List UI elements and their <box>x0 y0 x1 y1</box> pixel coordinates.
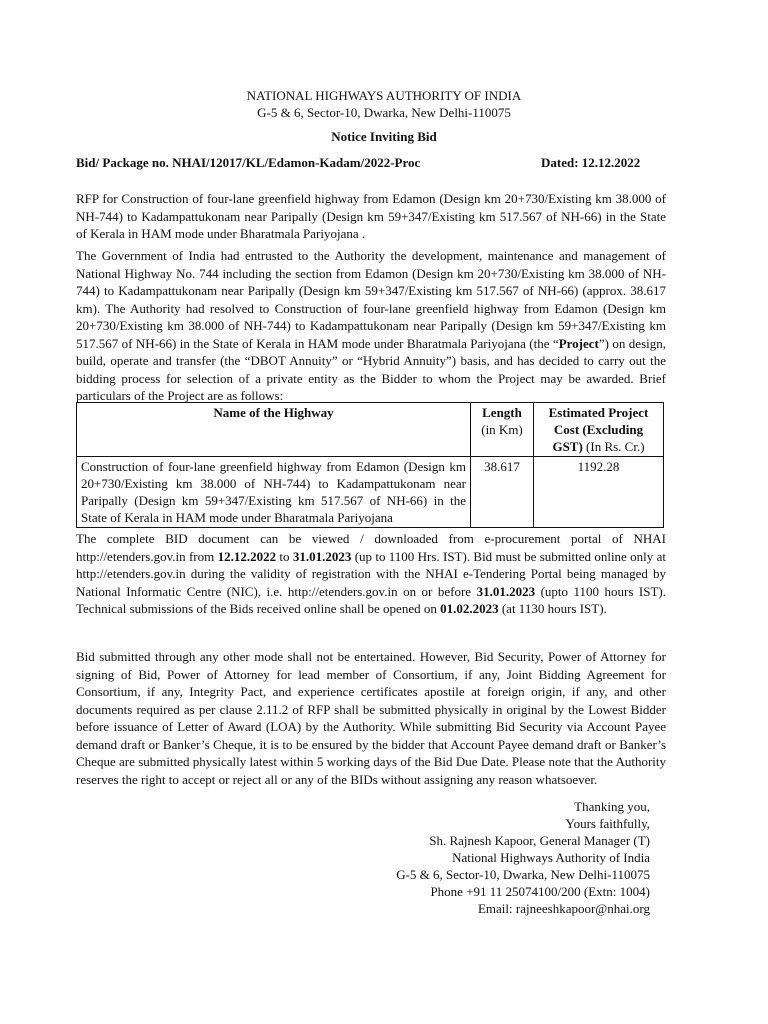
table-header-row <box>77 403 664 457</box>
org-address: G-5 & 6, Sector-10, Dwarka, New Delhi-110075 <box>257 105 511 120</box>
download-text-3: (up to 1100 Hrs. IST). Bid must be submitted online only at http://etenders.gov.in during the validity of registration with the NHAI e-Tendering Portal being managed by National Informatic Centre (NIC), i.e. http://etenders.gov.in on or before <box>76 548 666 599</box>
download-text-5: (at 1130 hours IST). <box>498 601 607 616</box>
notice-title: Notice Inviting Bid <box>331 129 437 144</box>
download-text-1: The complete BID document can be viewed / downloaded from e-procurement portal of NHAI http://etenders.gov.in from <box>76 531 666 564</box>
signature-thanks: Thanking you, <box>574 799 650 814</box>
rfp-paragraph: RFP for Construction of four-lane greenfield highway from Edamon (Design km 20+730/Existing km 38.000 of NH-744) to Kadampattukonam near Paripally (Design km 59+347/Existing km 517.567 of NH-66) in the State of Kerala in HAM mode under Bharatmala Pariyojana . <box>76 191 666 241</box>
project-term: Project <box>558 335 599 351</box>
background-text-2: ”) on design, build, operate and transfer (the “DBOT Annuity” or “Hybrid Annuity”) basis, and has decided to carry out the bidding process for selection of a private entity as the Bidder to whom the Project may be awarded. Brief particulars of the Project are as follows: <box>76 335 667 403</box>
row-highway-name: Construction of four-lane greenfield highway from Edamon (Design km 20+730/Existing km 38.000 of NH-744) to Kadampattukonam near Paripally (Design km 59+347/Existing km 517.567 of NH-66) in the State of Kerala in HAM mode under Bharatmala Pariyojana <box>77 457 471 528</box>
row-cost: 1192.28 <box>534 457 664 528</box>
header-length-label: Length <box>482 405 522 420</box>
download-text-4: (upto 1100 hours IST). Technical submissions of the Bids received online shall be opened on <box>76 583 666 616</box>
header-cost-label: Estimated Project Cost (Excluding GST) <box>548 405 649 454</box>
project-table <box>76 402 664 528</box>
end-date: 31.01.2023 <box>292 548 352 564</box>
signatory-address: G-5 & 6, Sector-10, Dwarka, New Delhi-110075 <box>396 867 650 882</box>
signatory-org: National Highways Authority of India <box>452 850 650 865</box>
bid-line <box>76 155 656 171</box>
background-paragraph <box>76 247 666 405</box>
start-date: 12.12.2022 <box>217 548 277 564</box>
signature-closing: Yours faithfully, <box>565 816 650 831</box>
bid-date: Dated: 12.12.2022 <box>541 155 641 170</box>
signature-block <box>396 798 650 917</box>
signatory-phone: Phone +91 11 25074100/200 (Extn: 1004) <box>430 884 650 899</box>
org-name: NATIONAL HIGHWAYS AUTHORITY OF INDIA <box>246 88 522 103</box>
header-cost-unit: (In Rs. Cr.) <box>582 439 645 454</box>
row-length: 38.617 <box>471 457 534 528</box>
bid-package-number: Bid/ Package no. NHAI/12017/KL/Edamon-Kadam/2022-Proc <box>76 155 421 170</box>
background-text-1: The Government of India had entrusted to the Authority the development, maintenance and management of National Highway No. 744 including the section from Edamon (Design km 20+730/Existing km 38.000 of NH-744) to Kadampattukonam near Paripally (Design km 59+347/Existing km 517.567 of NH-66) (approx. 38.617 km). The Authority had resolved to Construction of four-lane greenfield highway from Edamon (Design km 20+730/Existing km 38.000 of NH-744) to Kadampattukonam near Paripally (Design km 59+347/Existing km 517.567 of NH-66) in the State of Kerala in HAM mode under Bharatmala Pariyojana (the “ <box>76 248 666 351</box>
header-name: Name of the Highway <box>77 403 471 457</box>
header-cost <box>534 403 664 457</box>
signatory-email: Email: rajneeshkapoor@nhai.org <box>477 901 650 916</box>
opening-date: 01.02.2023 <box>440 601 499 616</box>
submission-date: 31.01.2023 <box>476 583 536 599</box>
signatory-name: Sh. Rajnesh Kapoor, General Manager (T) <box>429 833 650 848</box>
submission-paragraph: Bid submitted through any other mode shall not be entertained. However, Bid Security, Power of Attorney for signing of Bid, Power of Attorney for lead member of Consortium, if any, Joint Bidding Agreement for Consortium, if any, Integrity Pact, and experience certificates apostile at foreign origin, if any, and other documents required as per clause 2.11.2 of RFP shall be submitted physically in original by the Lowest Bidder before issuance of Letter of Award (LOA) by the Authority. While submitting Bid Security via Account Payee demand draft or Banker’s Cheque, it is to be ensured by the bidder that Account Payee demand draft or Banker’s Cheque are submitted physically latest within 5 working days of the Bid Due Date. Please note that the Authority reserves the right to accept or reject all or any of the BIDs without assigning any reason whatsoever. <box>76 649 666 787</box>
header-length-unit: (in Km) <box>481 422 523 437</box>
download-paragraph <box>76 530 666 618</box>
download-text-2: to <box>276 548 293 564</box>
table-row <box>77 457 664 528</box>
header-length <box>471 403 534 457</box>
